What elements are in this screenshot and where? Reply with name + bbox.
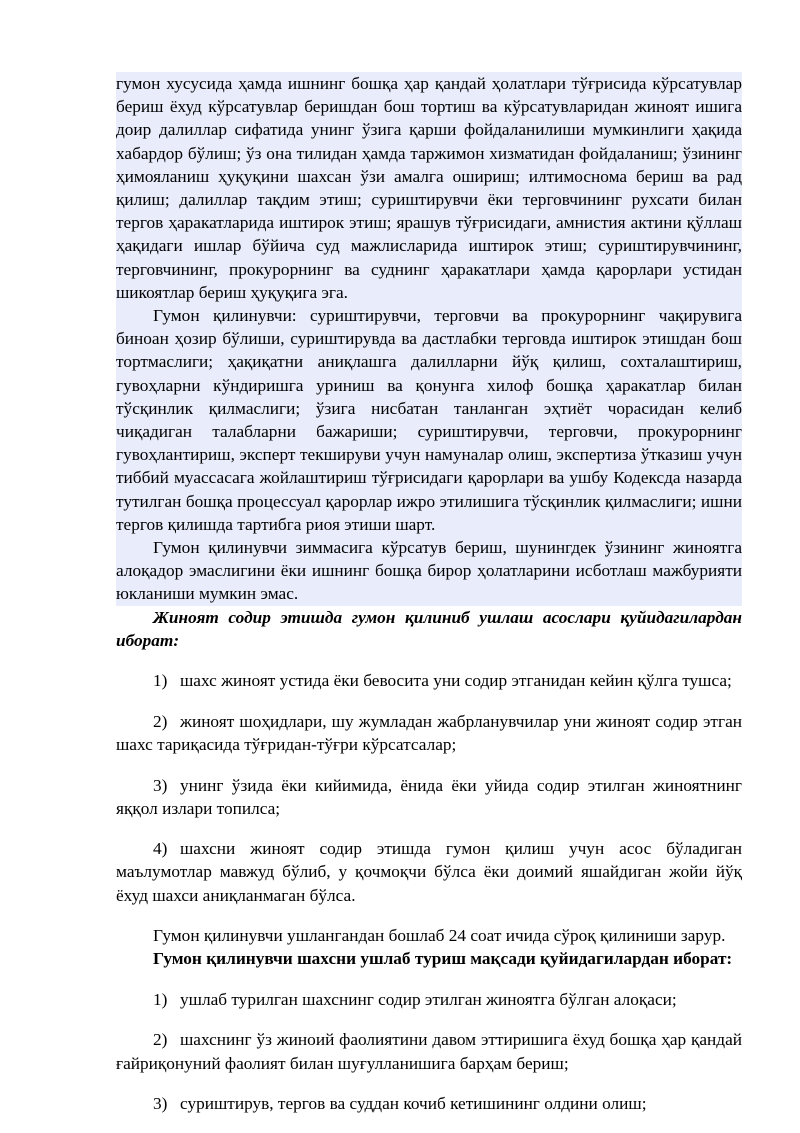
document-page [116,72,742,1133]
paragraph-no-burden-of-proof: Гумон қилинувчи зиммасига кўрсатув бериш, шунингдек ўзининг жиноятга алоқадор эмаслигини ёки ишнинг бошқа бирор ҳолатларини исботлаш мажбурияти юкланиши мумкин эмас. [116,538,742,604]
list-item: 3) суриштирув, тергов ва суддан кочиб кетишининг олдини олиш; [153,1094,647,1114]
grounds-list [116,669,742,907]
list-item: 2) шахснинг ўз жиноий фаолиятини давом эттиришига ёхуд бошқа ҳар қандай ғайриқонуний фаолият билан шуғулланишига барҳам бериш; [116,1030,742,1073]
heading-grounds-for-detention: Жиноят содир этишда гумон қилиниб ушлаш асослари қуйидагилардан иборат: [116,607,742,650]
paragraph-rights: гумон хусусида ҳамда ишнинг бошқа ҳар қандай ҳолатлари тўғрисида кўрсатувлар бериш ёхуд кўрсатувлар беришдан бош тортиш ва кўрсатувларидан жиноят ишига доир далиллар сифатида унинг ўзига қарши фойдаланилиши мумкинлиги ҳақида хабардор бўлиш; ўз она тилидан ҳамда таржимон хизматидан фойдаланиш; ўзининг ҳимояланиш ҳуқуқини шахсан ўзи амалга ошириш; илтимоснома бериш ва рад қилиш; далиллар тақдим этиш; суриштирувчи ёки терговчининг рухсати билан тергов ҳаракатларида иштирок этиш; ярашув тўғрисидаги, амнистия актини қўллаш ҳақидаги ишлар бўйича суд мажлисларида иштирок этиш; суриштирувчининг, терговчининг, прокурорнинг ва суднинг ҳаракатлари ҳамда қарорлари устидан шикоятлар бериш ҳуқуқига эга. [116,72,742,304]
list-item: 4) шахсни жиноят содир этишда гумон қилиш учун асос бўладиган маълумотлар мавжуд бўлиб, у қочмоқчи бўлса ёки доимий яшайдиган жойи йўқ ёхуд шахси аниқланмаган бўлса. [116,839,742,905]
purpose-list [116,988,742,1115]
list-item: 1) ушлаб турилган шахснинг содир этилган жиноятга бўлган алоқаси; [153,989,677,1009]
paragraph-duties: Гумон қилинувчи: суриштирувчи, терговчи ва прокурорнинг чақирувига биноан ҳозир бўлиши, суриштирувда ва дастлабки терговда иштирок этишдан бош тортмаслиги; ҳақиқатни аниқлашга далилларни йўқ қилиш, сохталаштириш, гувоҳларни кўндиришга уриниш ва қонунга хилоф бошқа ҳаракатлар билан тўсқинлик қилмаслиги; ўзига нисбатан танланган эҳтиёт чорасидан келиб чиқадиган талабларни бажариши; суриштирувчи, терговчи, прокурорнинг гувоҳлантириш, эксперт текшируви учун намуналар олиш, экспертиза ўтказиш учун тиббий муассасага жойлаштириш тўғрисидаги қарорлари ва ушбу Кодексда назарда тутилган бошқа процессуал қарорлар ижро этилишига тўсқинлик қилмаслиги; ишни тергов қилишда тартибга риоя этиши шарт. [116,306,742,534]
list-item: 3) унинг ўзида ёки кийимида, ёнида ёки уйида содир этилган жиноятнинг яққол излари топилса; [116,775,742,818]
list-item: 2) жиноят шоҳидлари, шу жумладан жабрланувчилар уни жиноят содир этган шахс тариқасида тўғридан-тўғри кўрсатсалар; [116,711,742,755]
highlighted-block [116,304,742,606]
list-item: 1) шахс жиноят устида ёки бевосита уни содир этганидан кейин қўлга тушса; [153,671,732,691]
heading-purpose-of-detention: Гумон қилинувчи шахсни ушлаб туриш мақсади қуйидагилардан иборат: [153,949,733,969]
paragraph-interrogation-time: Гумон қилинувчи ушлангандан бошлаб 24 соат ичида сўроқ қилиниши зарур. [153,926,726,946]
